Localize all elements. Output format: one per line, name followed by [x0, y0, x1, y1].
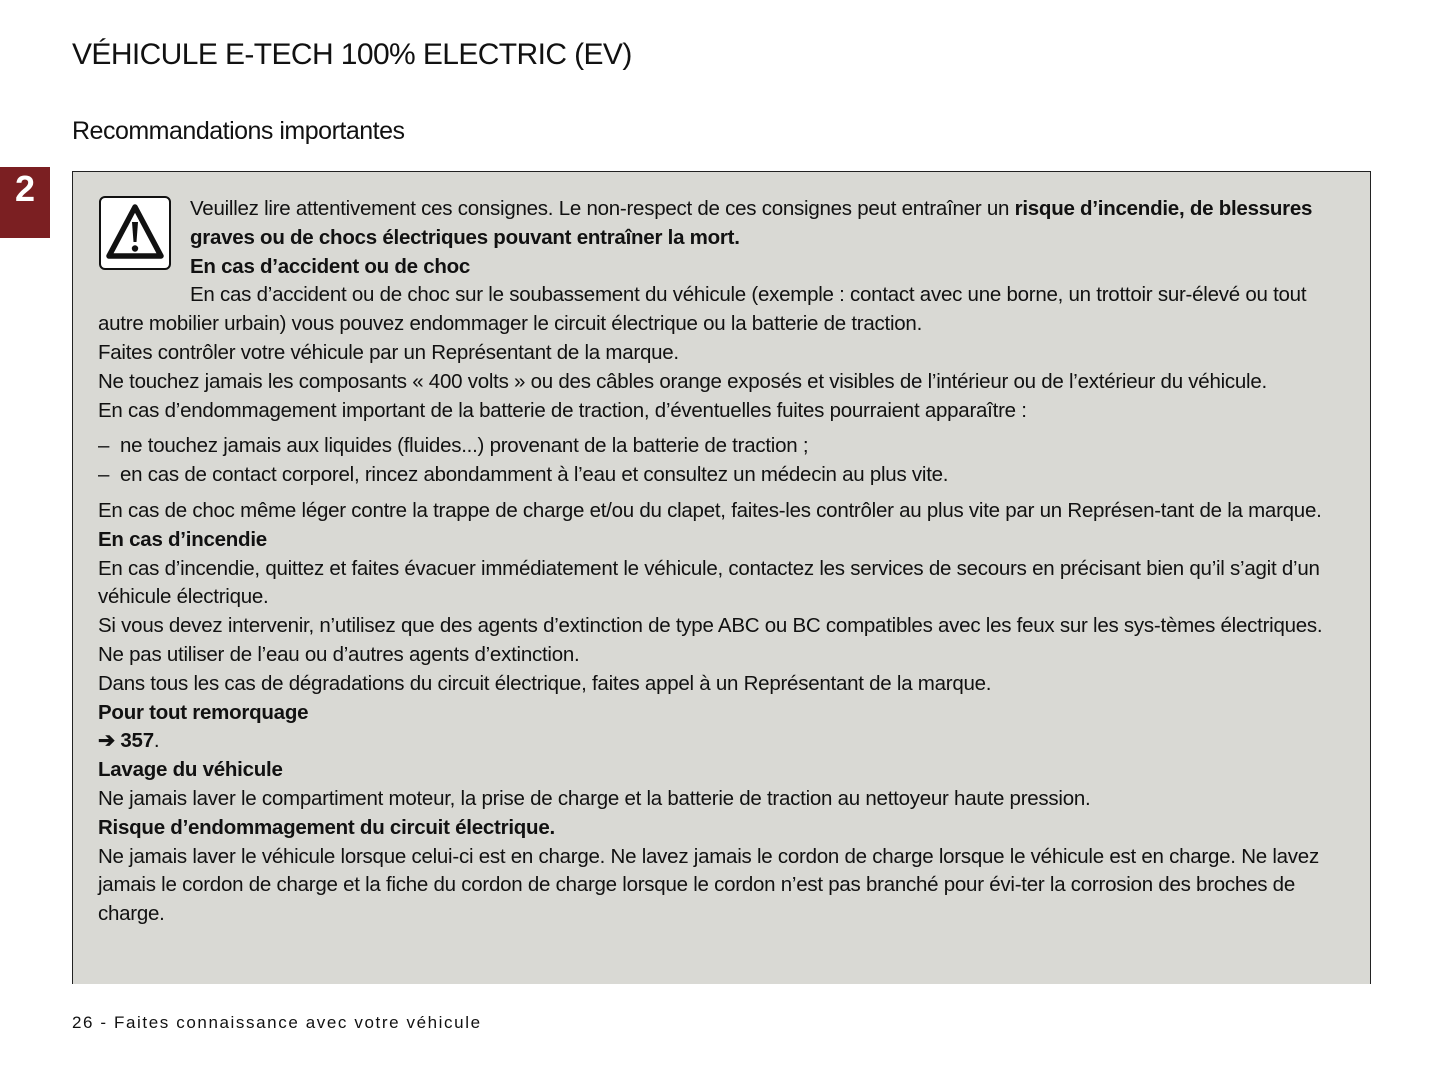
warning-content [98, 195, 1350, 929]
paragraph: En cas d’incendie, quittez et faites évacuer immédiatement le véhicule, contactez les services de secours en précisant bien qu’il s’agit d’un véhicule électrique. [98, 556, 1320, 609]
list-item: – ne touchez jamais aux liquides (fluides...) provenant de la batterie de traction ; [98, 434, 809, 458]
heading-risque: Risque d’endommagement du circuit électrique. [98, 815, 555, 839]
heading-lavage: Lavage du véhicule [98, 758, 283, 782]
list-item-text: en cas de contact corporel, rincez abondamment à l’eau et consultez un médecin au plus vite. [120, 463, 949, 487]
heading-incendie: En cas d’incendie [98, 527, 267, 551]
page-footer: 26 - Faites connaissance avec votre véhicule [72, 1013, 482, 1032]
paragraph: Ne jamais laver le compartiment moteur, la prise de charge et la batterie de traction au nettoyeur haute pression. [98, 786, 1091, 810]
warning-intro [98, 195, 1350, 253]
paragraph: Ne jamais laver le véhicule lorsque celui-ci est en charge. Ne lavez jamais le cordon de charge lorsque le véhicule est en charge. Ne lavez jamais le cordon de charge et la fiche du cordon de charge lorsque le cordon n’est pas branché pour évi-ter la corrosion des broches de charge. [98, 844, 1319, 926]
reference-page-number[interactable]: 357 [120, 729, 154, 753]
paragraph: En cas d’accident ou de choc sur le soubassement du véhicule (exemple : contact avec une borne, un trottoir sur-élevé ou tout autre mobilier urbain) vous pouvez endommager le circuit électrique ou la batterie de traction. [98, 283, 1307, 336]
warning-box [72, 171, 1371, 984]
page-reference[interactable] [98, 727, 1350, 756]
arrow-right-icon: ➔ [98, 729, 115, 753]
paragraph: Ne touchez jamais les composants « 400 volts » ou des câbles orange exposés et visibles de l’intérieur ou de l’extérieur du véhicule. [98, 369, 1267, 393]
list-item: – en cas de contact corporel, rincez abondamment à l’eau et consultez un médecin au plus vite. [98, 463, 949, 487]
intro-text: Veuillez lire attentivement ces consignes. Le non-respect de ces consignes peut entraîner un [190, 197, 1015, 220]
paragraph: Si vous devez intervenir, n’utilisez que des agents d’extinction de type ABC ou BC compatibles avec les feux sur les sys-tèmes électriques. Ne pas utiliser de l’eau ou d’autres agents d’extinction. [98, 614, 1323, 666]
reference-suffix: . [153, 729, 160, 753]
intro-bold-text: risque d’incendie, de blessures graves ou de chocs électriques pouvant entraîner la mort. [190, 197, 1313, 249]
chapter-tab: 2 [0, 167, 50, 238]
heading-accident: En cas d’accident ou de choc [190, 254, 471, 278]
paragraph: Dans tous les cas de dégradations du circuit électrique, faites appel à un Représentant de la marque. [98, 671, 992, 695]
heading-remorquage: Pour tout remorquage [98, 700, 309, 724]
paragraph: En cas de choc même léger contre la trappe de charge et/ou du clapet, faites-les contrôler au plus vite par un Représen-tant de la marque. [98, 498, 1322, 522]
list-item-text: ne touchez jamais aux liquides (fluides...) provenant de la batterie de traction ; [120, 434, 809, 458]
page-title: VÉHICULE E-TECH 100% ELECTRIC (EV) [72, 38, 632, 71]
section-subtitle: Recommandations importantes [72, 117, 405, 145]
paragraph: En cas d’endommagement important de la batterie de traction, d’éventuelles fuites pourraient apparaître : [98, 398, 1027, 422]
paragraph: Faites contrôler votre véhicule par un Représentant de la marque. [98, 340, 679, 364]
